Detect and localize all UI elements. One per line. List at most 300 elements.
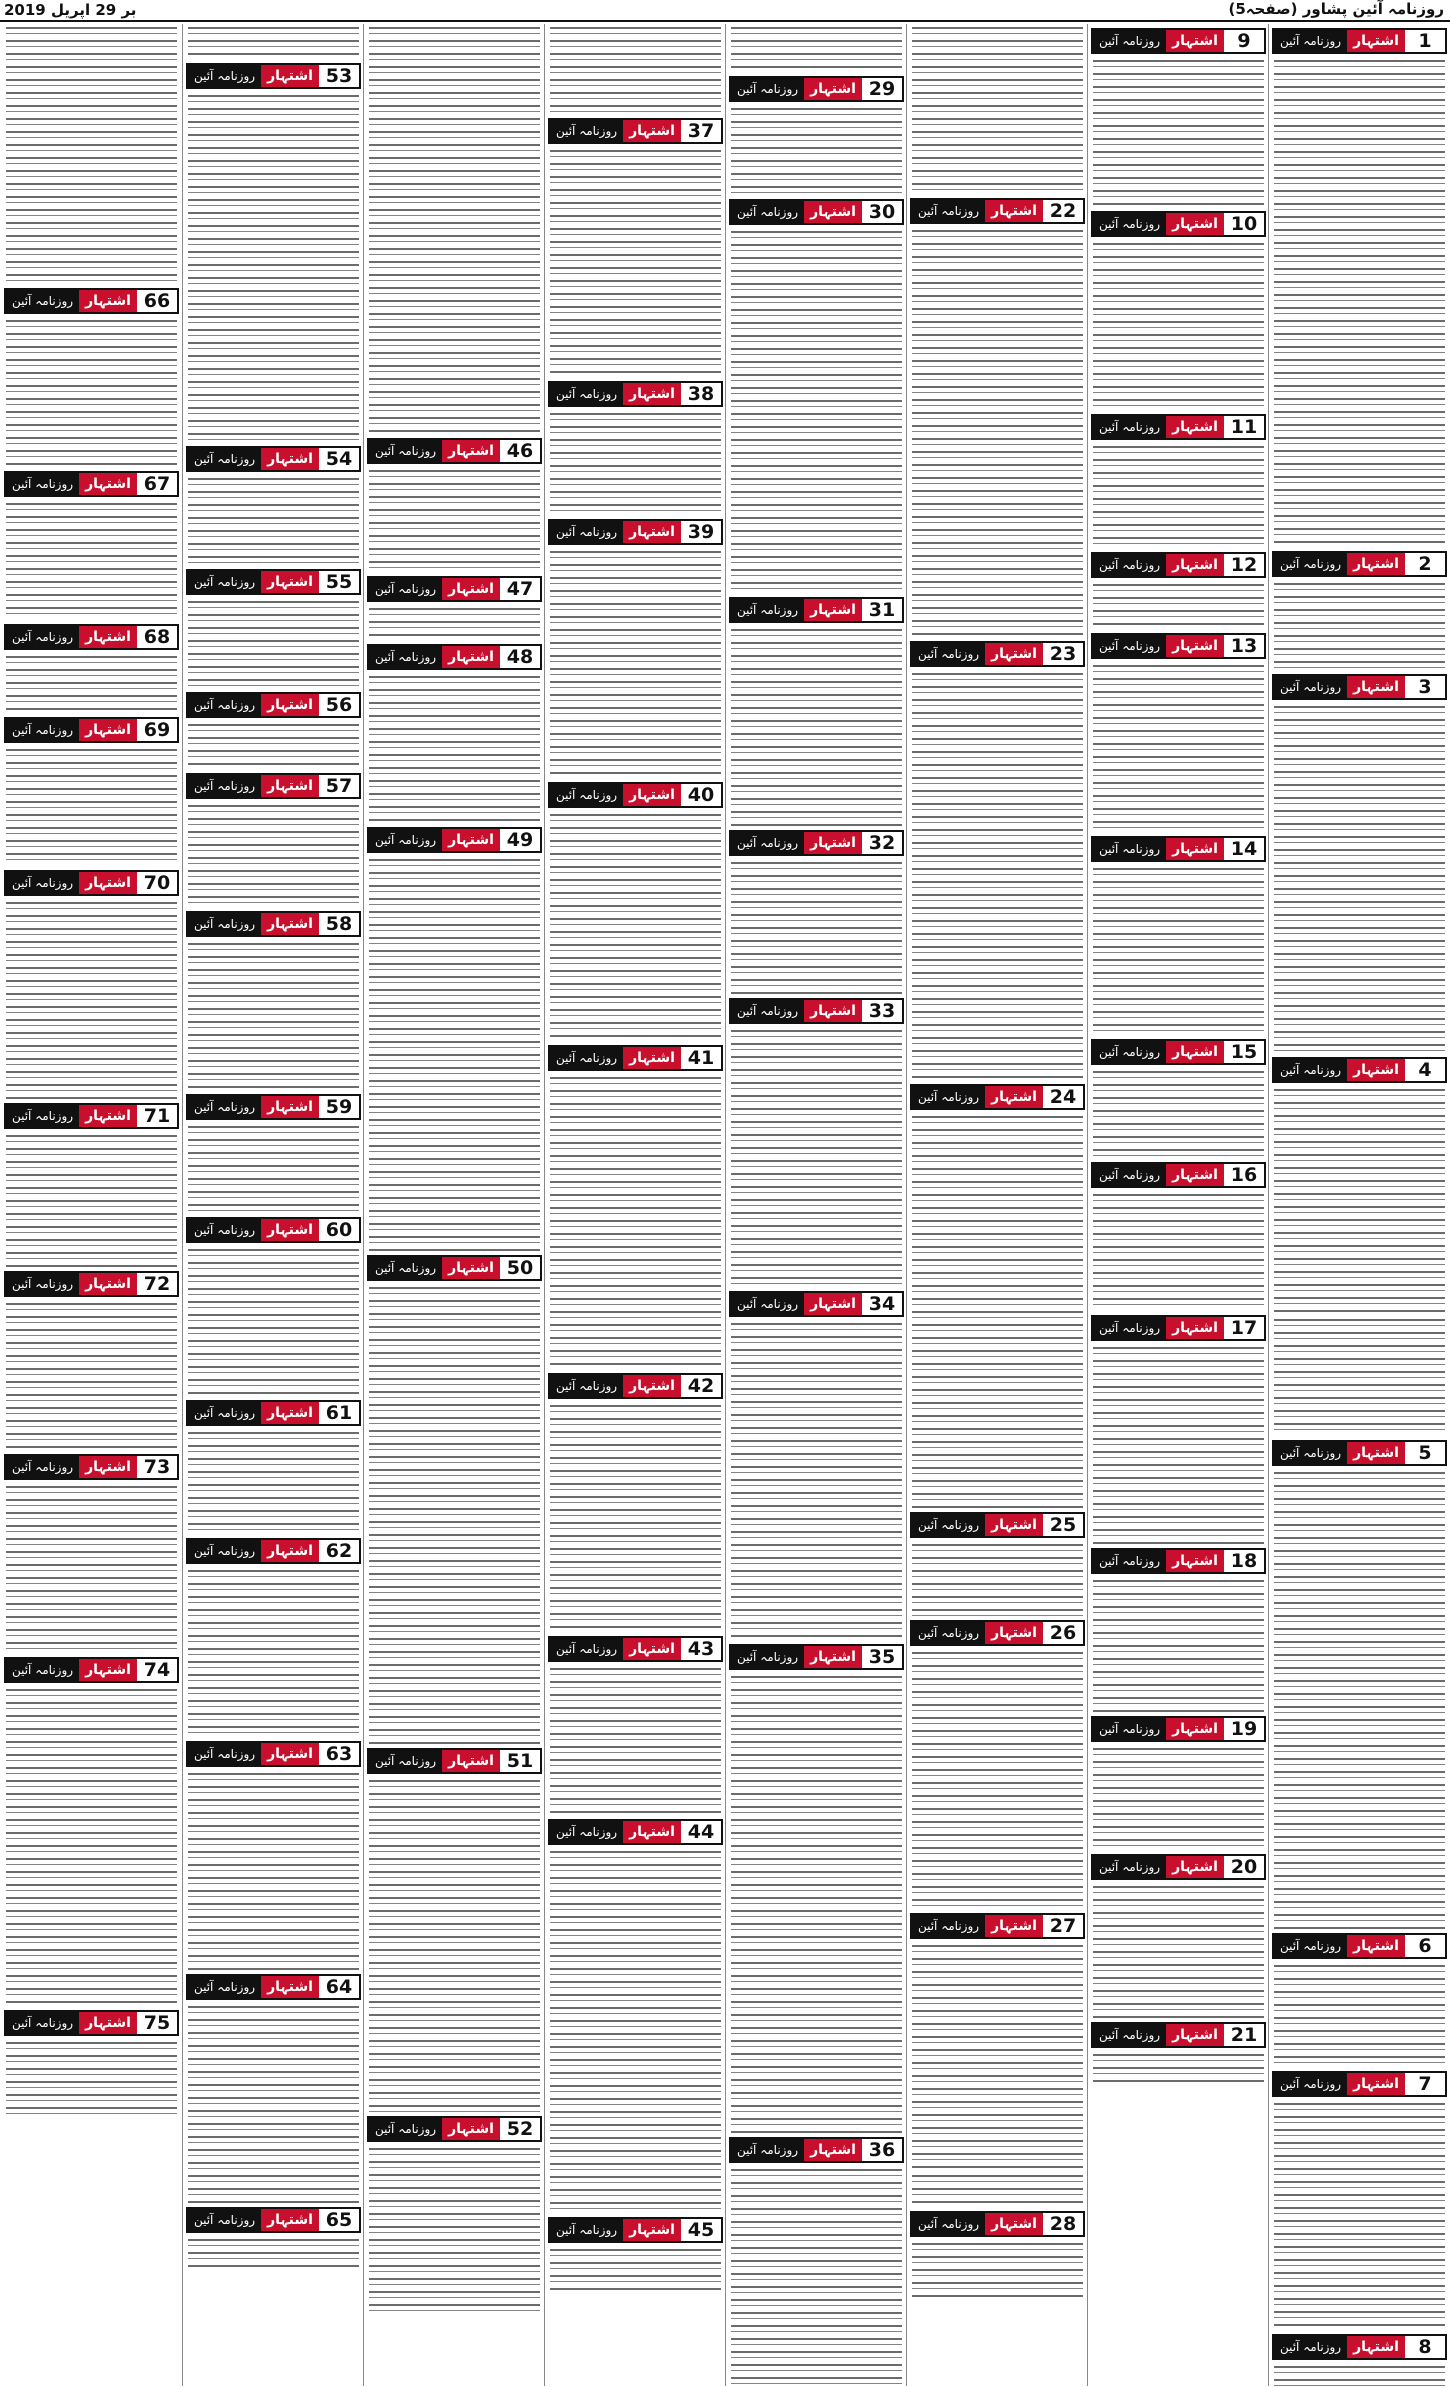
notice-heading [367,1748,542,1774]
notice-brand: اشتہار [1347,1935,1405,1957]
notice-heading [186,1741,361,1767]
notice-brand: اشتہار [1166,1856,1224,1878]
notice-number: 7 [1405,2073,1445,2095]
notice-brand: اشتہار [442,578,500,600]
notice-body [912,1373,1083,1508]
notice-brand: اشتہار [623,383,681,405]
notice-brand: اشتہار [985,643,1043,665]
notice-body [6,1946,177,2006]
notice-paper: روزنامہ آئین [188,1540,261,1562]
notice-number: 53 [319,65,359,87]
notice-number: 64 [319,1976,359,1998]
notice-body [6,24,177,284]
notice-body [369,673,540,823]
notice-body [912,2172,1083,2207]
notice-heading [186,1538,361,1564]
notice-heading [1091,211,1266,237]
notice-body [6,653,177,713]
notice-heading [1272,1933,1447,1959]
notice-body [912,670,1083,930]
notice-paper: روزنامہ آئین [912,1915,985,1937]
notice-body [1093,662,1264,832]
notice-paper: روزنامہ آئین [6,626,79,648]
notice-heading [729,830,904,856]
notice-heading [910,1620,1085,1646]
notice-brand: اشتہار [1166,2024,1224,2046]
notice-paper: روزنامہ آئین [550,521,623,543]
notice-body [731,488,902,593]
notice-brand: اشتہار [985,1622,1043,1644]
notice-body [6,746,177,866]
notice-body [6,899,177,1099]
notice-brand: اشتہار [623,1375,681,1397]
notice-brand: اشتہار [79,1273,137,1295]
notice-brand: اشتہار [261,1976,319,1998]
notice-number: 47 [500,578,540,600]
notice-brand: اشتہار [79,719,137,741]
notice-paper: روزنامہ آئین [369,829,442,851]
notice-paper: روزنامہ آئین [912,2213,985,2235]
notice-number: 44 [681,1821,721,1843]
notice-paper: روزنامہ آئین [188,2209,261,2231]
notice-number: 45 [681,2219,721,2241]
notice-body [369,2145,540,2315]
notice-body [369,467,540,572]
column-2 [1088,24,1269,2388]
notice-body [6,500,177,620]
notice-number: 31 [862,599,902,621]
notice-paper: روزنامہ آئین [6,1456,79,1478]
notice-number: 75 [137,2012,177,2034]
notice-heading [1091,1548,1266,1574]
notice-heading [910,2211,1085,2237]
notice-number: 74 [137,1659,177,1681]
notice-heading [186,1974,361,2000]
notice-paper: روزنامہ آئین [912,200,985,222]
notice-heading [4,1271,179,1297]
notice-paper: روزنامہ آئین [550,1375,623,1397]
notice-heading [4,1454,179,1480]
notice-paper: روزنامہ آئین [6,1659,79,1681]
notice-paper: روزنامہ آئین [369,1750,442,1772]
notice-number: 3 [1405,676,1445,698]
notice-heading [4,1103,179,1129]
notice-number: 69 [137,719,177,741]
notice-body [731,1580,902,1640]
notice-body [550,1074,721,1334]
notice-paper: روزنامہ آئین [1274,2073,1347,2095]
notice-heading [186,1217,361,1243]
notice-paper: روزنامہ آئین [369,1257,442,1279]
notice-body [550,811,721,1041]
notice-paper: روزنامہ آئین [369,440,442,462]
notice-brand: اشتہار [1166,30,1224,52]
notice-brand: اشتہار [623,120,681,142]
notice-paper: روزنامہ آئین [188,1096,261,1118]
notice-number: 6 [1405,1935,1445,1957]
notice-body [731,2166,902,2388]
notice-number: 17 [1224,1317,1264,1339]
notice-number: 29 [862,78,902,100]
notice-body [1093,2051,1264,2086]
notice-body [731,228,902,488]
notice-heading [4,2010,179,2036]
notice-number: 48 [500,646,540,668]
notice-paper: روزنامہ آئین [1093,2024,1166,2046]
notice-number: 9 [1224,30,1264,52]
notice-number: 37 [681,120,721,142]
notice-number: 35 [862,1646,902,1668]
notice-heading [910,198,1085,224]
notice-paper: روزنامہ آئین [6,290,79,312]
notice-body [1274,580,1445,670]
notice-paper: روزنامہ آئین [188,1219,261,1241]
notice-paper: روزنامہ آئین [1093,1041,1166,1063]
notice-number: 33 [862,1000,902,1022]
notice-paper: روزنامہ آئین [731,599,804,621]
notice-brand: اشتہار [623,2219,681,2241]
notice-heading [548,1636,723,1662]
notice-paper: روزنامہ آئین [1093,213,1166,235]
notice-body [188,1770,359,1970]
notice-number: 16 [1224,1164,1264,1186]
notice-number: 56 [319,694,359,716]
notice-heading [1272,1440,1447,1466]
notice-paper: روزنامہ آئین [6,1105,79,1127]
notice-heading [729,199,904,225]
notice-paper: روزنامہ آئین [731,1646,804,1668]
notice-brand: اشتہار [985,1086,1043,1108]
notice-brand: اشتہار [261,1540,319,1562]
notice-number: 24 [1043,1086,1083,1108]
notice-heading [729,76,904,102]
notice-number: 62 [319,1540,359,1562]
notice-brand: اشتہار [1347,553,1405,575]
notice-number: 21 [1224,2024,1264,2046]
notice-number: 20 [1224,1856,1264,1878]
column-7 [183,24,364,2388]
notice-brand: اشتہار [261,65,319,87]
notice-body [1093,1068,1264,1158]
notice-body [369,605,540,640]
notice-heading [1272,2071,1447,2097]
notice-paper: روزنامہ آئین [6,719,79,741]
notice-number: 36 [862,2139,902,2161]
notice-paper: روزنامہ آئین [1093,838,1166,860]
notice-number: 13 [1224,635,1264,657]
notice-heading [1091,1039,1266,1065]
column-8 [1,24,182,2388]
notice-paper: روزنامہ آئین [550,2219,623,2241]
notice-number: 14 [1224,838,1264,860]
notice-body [1093,57,1264,207]
notice-paper: روزنامہ آئین [1093,1550,1166,1572]
notice-number: 71 [137,1105,177,1127]
notice-brand: اشتہار [623,521,681,543]
notice-number: 55 [319,571,359,593]
notice-body [550,24,721,114]
notice-heading [186,692,361,718]
notice-heading [548,782,723,808]
notice-body [912,1649,1083,1909]
notice-body [912,227,1083,487]
notice-paper: روزنامہ آئین [550,1821,623,1843]
notice-heading [367,576,542,602]
notice-body [731,1933,902,2133]
notice-paper: روزنامہ آئین [731,2139,804,2161]
notice-body [550,1848,721,2108]
column-4 [726,24,907,2388]
notice-paper: روزنامہ آئین [188,913,261,935]
notice-heading [367,1255,542,1281]
notice-body [188,24,359,59]
notice-brand: اشتہار [804,78,862,100]
notice-number: 65 [319,2209,359,2231]
notice-number: 32 [862,832,902,854]
notice-paper: روزنامہ آئین [1093,635,1166,657]
notice-body [912,1113,1083,1373]
notice-paper: روزنامہ آئین [550,120,623,142]
notice-paper: روزنامہ آئین [188,1402,261,1424]
notice-number: 8 [1405,2336,1445,2358]
notice-heading [1272,674,1447,700]
notice-paper: روزنامہ آئین [6,2012,79,2034]
notice-body [188,598,359,688]
notice-body [6,1483,177,1653]
notice-body [369,284,540,434]
notice-number: 10 [1224,213,1264,235]
notice-number: 42 [681,1375,721,1397]
notice-heading [910,1913,1085,1939]
notice-paper: روزنامہ آئین [1274,553,1347,575]
notice-brand: اشتہار [261,1743,319,1765]
notice-brand: اشتہار [985,1915,1043,1937]
notice-brand: اشتہار [1347,1442,1405,1464]
notice-brand: اشتہار [804,832,862,854]
notice-paper: روزنامہ آئین [369,578,442,600]
notice-body [369,1544,540,1744]
notice-body [550,2108,721,2213]
notice-number: 23 [1043,643,1083,665]
notice-number: 41 [681,1047,721,1069]
notice-paper: روزنامہ آئین [6,1273,79,1295]
notice-heading [4,717,179,743]
notice-paper: روزنامہ آئین [1274,676,1347,698]
notice-number: 49 [500,829,540,851]
notice-brand: اشتہار [1347,30,1405,52]
notice-brand: اشتہار [442,829,500,851]
notice-heading [1091,1315,1266,1341]
notice-paper: روزنامہ آئین [6,872,79,894]
notice-body [188,940,359,1090]
notice-body [6,1300,177,1450]
notice-paper: روزنامہ آئین [1274,1059,1347,1081]
notice-number: 46 [500,440,540,462]
notice-brand: اشتہار [442,1257,500,1279]
notice-brand: اشتہار [1166,1041,1224,1063]
notice-paper: روزنامہ آئین [550,1047,623,1069]
notice-brand: اشتہار [623,1047,681,1069]
notice-body [188,1246,359,1396]
notice-heading [1091,633,1266,659]
notice-brand: اشتہار [804,599,862,621]
notice-body [1093,1191,1264,1311]
notice-body [550,2246,721,2294]
notice-brand: اشتہار [79,290,137,312]
notice-body [1274,2363,1445,2388]
notice-body [188,352,359,442]
notice-paper: روزنامہ آئین [369,646,442,668]
notice-body [1274,963,1445,1053]
notice-heading [367,644,542,670]
notice-paper: روزنامہ آئین [188,448,261,470]
notice-brand: اشتہار [79,626,137,648]
notice-body [1093,1883,1264,2018]
notice-body [1274,703,1445,963]
notice-brand: اشتہار [1166,213,1224,235]
notice-paper: روزنامہ آئین [912,1086,985,1108]
notice-body [188,92,359,352]
column-3 [907,24,1088,2388]
notice-heading [367,827,542,853]
notice-body [1274,1316,1445,1436]
notice-heading [186,773,361,799]
notice-body [731,1320,902,1580]
notice-heading [4,624,179,650]
notice-brand: اشتہار [261,2209,319,2231]
notice-body [1093,240,1264,410]
notice-heading [1272,28,1447,54]
notice-brand: اشتہار [261,775,319,797]
notice-brand: اشتہار [804,1646,862,1668]
notice-heading [1272,551,1447,577]
notice-heading [548,1373,723,1399]
notice-paper: روزنامہ آئین [188,694,261,716]
notice-number: 50 [500,1257,540,1279]
notice-heading [548,118,723,144]
notice-brand: اشتہار [985,2213,1043,2235]
notice-brand: اشتہار [79,1105,137,1127]
notice-number: 60 [319,1219,359,1241]
notice-body [1274,1962,1445,2067]
notice-heading [1091,1716,1266,1742]
notice-paper: روزنامہ آئین [1274,2336,1347,2358]
notice-brand: اشتہار [261,448,319,470]
notice-number: 43 [681,1638,721,1660]
notice-body [1274,1086,1445,1316]
notice-heading [1091,1854,1266,1880]
notice-body [6,1132,177,1267]
notice-body [188,721,359,769]
notice-heading [4,870,179,896]
notice-body [731,1027,902,1287]
notice-brand: اشتہار [1166,1550,1224,1572]
notice-number: 57 [319,775,359,797]
notice-brand: اشتہار [79,872,137,894]
notice-brand: اشتہار [1166,1317,1224,1339]
notice-brand: اشتہار [623,784,681,806]
notice-number: 12 [1224,554,1264,576]
notice-brand: اشتہار [1166,554,1224,576]
notice-paper: روزنامہ آئین [550,784,623,806]
notice-paper: روزنامہ آئین [550,1638,623,1660]
notice-heading [4,288,179,314]
notice-brand: اشتہار [261,913,319,935]
notice-paper: روزنامہ آئین [731,201,804,223]
notice-number: 70 [137,872,177,894]
notice-body [731,1673,902,1933]
column-6 [364,24,545,2388]
notice-body [550,548,721,778]
notice-body [912,487,1083,637]
notice-paper: روزنامہ آئین [188,65,261,87]
notice-brand: اشتہار [1166,838,1224,860]
notice-body [369,24,540,284]
notice-number: 61 [319,1402,359,1424]
notice-number: 66 [137,290,177,312]
notice-body [912,930,1083,1080]
notice-brand: اشتہار [1166,635,1224,657]
notice-number: 5 [1405,1442,1445,1464]
notice-brand: اشتہار [1166,1164,1224,1186]
notice-brand: اشتہار [985,1514,1043,1536]
notice-heading [548,2217,723,2243]
notice-number: 27 [1043,1915,1083,1937]
notice-body [1093,1577,1264,1712]
notice-paper: روزنامہ آئین [1093,1164,1166,1186]
notice-heading [367,2116,542,2142]
notice-brand: اشتہار [985,200,1043,222]
notice-body [1093,1344,1264,1544]
notice-heading [1272,2334,1447,2360]
notice-body [188,2003,359,2203]
notice-heading [1091,1162,1266,1188]
notice-body [550,1334,721,1369]
notice-body [1093,581,1264,629]
notice-number: 15 [1224,1041,1264,1063]
notice-heading [1091,414,1266,440]
notice-paper: روزنامہ آئین [188,1976,261,1998]
notice-number: 28 [1043,2213,1083,2235]
notice-body [188,1429,359,1534]
notice-brand: اشتہار [1347,676,1405,698]
notice-brand: اشتہار [804,1293,862,1315]
notice-body [731,859,902,994]
notice-brand: اشتہار [442,646,500,668]
notice-heading [548,381,723,407]
notice-paper: روزنامہ آئین [188,775,261,797]
notice-number: 51 [500,1750,540,1772]
notice-brand: اشتہار [804,201,862,223]
notice-heading [729,1644,904,1670]
notice-heading [367,438,542,464]
notice-body [369,1777,540,2037]
notice-number: 67 [137,473,177,495]
notice-body [1093,443,1264,548]
notice-heading [729,998,904,1024]
column-1 [1269,24,1450,2388]
notice-brand: اشتہار [1166,1718,1224,1740]
notice-brand: اشتہار [261,1219,319,1241]
notice-body [912,1942,1083,2172]
notice-heading [186,1400,361,1426]
notice-heading [729,1291,904,1317]
notice-brand: اشتہار [79,473,137,495]
notice-body [188,802,359,907]
notice-heading [1091,836,1266,862]
notice-paper: روزنامہ آئین [188,1743,261,1765]
notice-heading [910,1084,1085,1110]
